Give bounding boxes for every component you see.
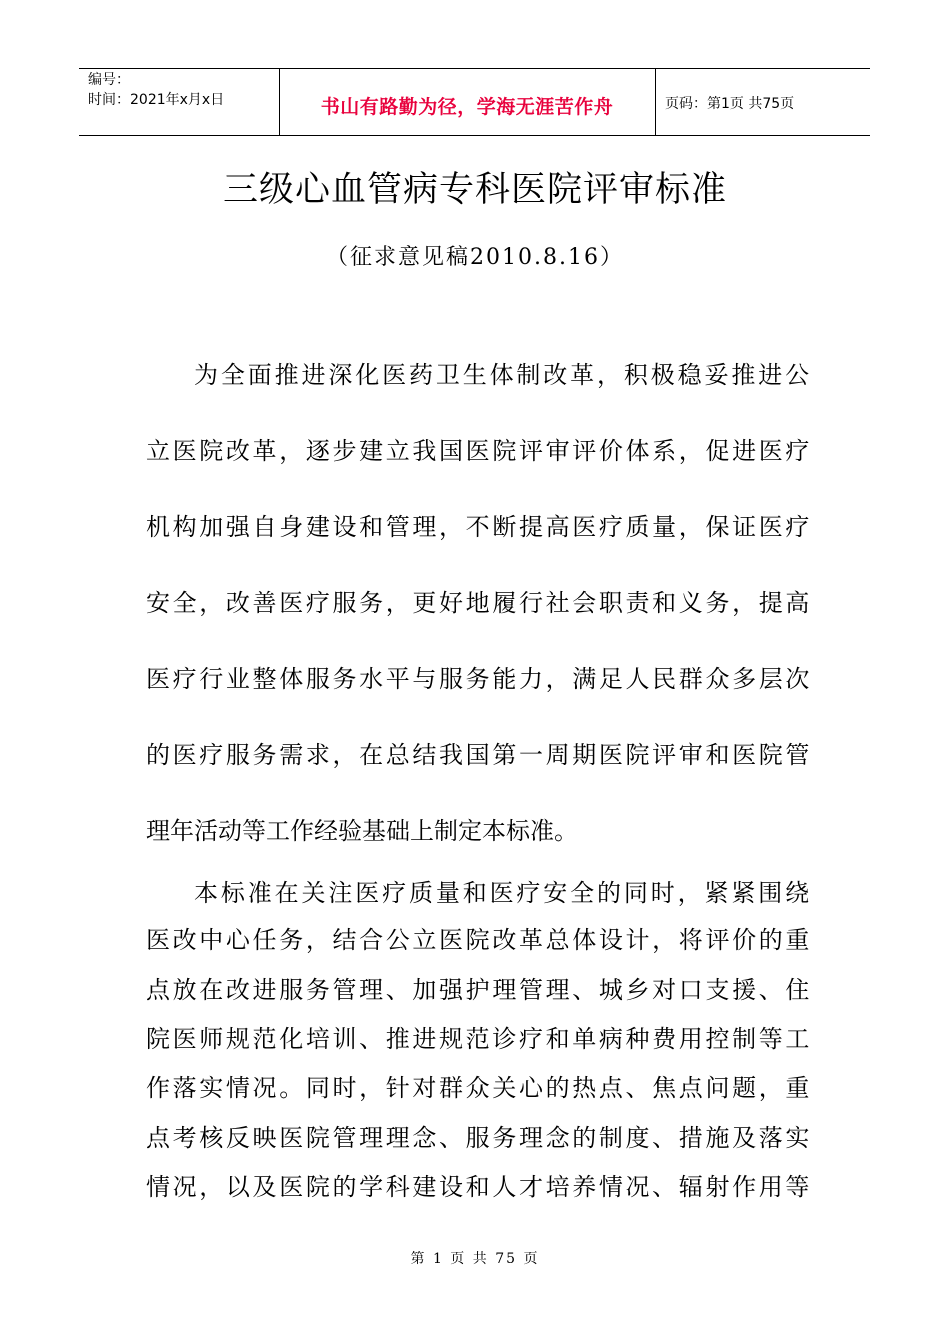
text-line: 医疗行业整体服务水平与服务能力，满足人民群众多层次 [146,665,812,693]
text-line: 为全面推进深化医药卫生体制改革，积极稳妥推进公 [194,361,812,389]
text-line: 的医疗服务需求，在总结我国第一周期医院评审和医院管 [146,741,812,769]
text-line: 作落实情况。同时，针对群众关心的热点、焦点问题，重 [146,1074,812,1102]
text-line: 本标准在关注医疗质量和医疗安全的同时，紧紧围绕 [194,879,812,907]
header-top-rule [79,68,870,69]
document-subtitle: （征求意见稿2010.8.16） [326,245,624,270]
text-line: 医改中心任务，结合公立医院改革总体设计，将评价的重 [146,926,812,954]
header-meta [88,70,224,110]
text-line: 机构加强自身建设和管理，不断提高医疗质量，保证医疗 [146,513,812,541]
header-motto: 书山有路勤为径，学海无涯苦作舟 [320,96,614,118]
number-label: 编号： [88,72,130,88]
date-label: 时间：2021年x月x日 [88,92,225,108]
page-footer: 第 1 页 共 75 页 [410,1251,540,1267]
text-line: 院医师规范化培训、推进规范诊疗和单病种费用控制等工 [146,1025,812,1053]
document-title: 三级心血管病专科医院评审标准 [222,170,727,210]
header-divider [655,68,656,135]
header-page-info: 页码：第1页 共75页 [665,96,795,112]
text-line: 情况，以及医院的学科建设和人才培养情况、辐射作用等 [146,1173,812,1201]
text-line: 安全，改善医疗服务，更好地履行社会职责和义务，提高 [146,589,812,617]
text-line: 理年活动等工作经验基础上制定本标准。 [146,817,578,845]
text-line: 点放在改进服务管理、加强护理管理、城乡对口支援、住 [146,976,812,1004]
header-bottom-rule [79,135,870,136]
text-line: 立医院改革，逐步建立我国医院评审评价体系，促进医疗 [146,437,812,465]
text-line: 点考核反映医院管理理念、服务理念的制度、措施及落实 [146,1124,812,1152]
